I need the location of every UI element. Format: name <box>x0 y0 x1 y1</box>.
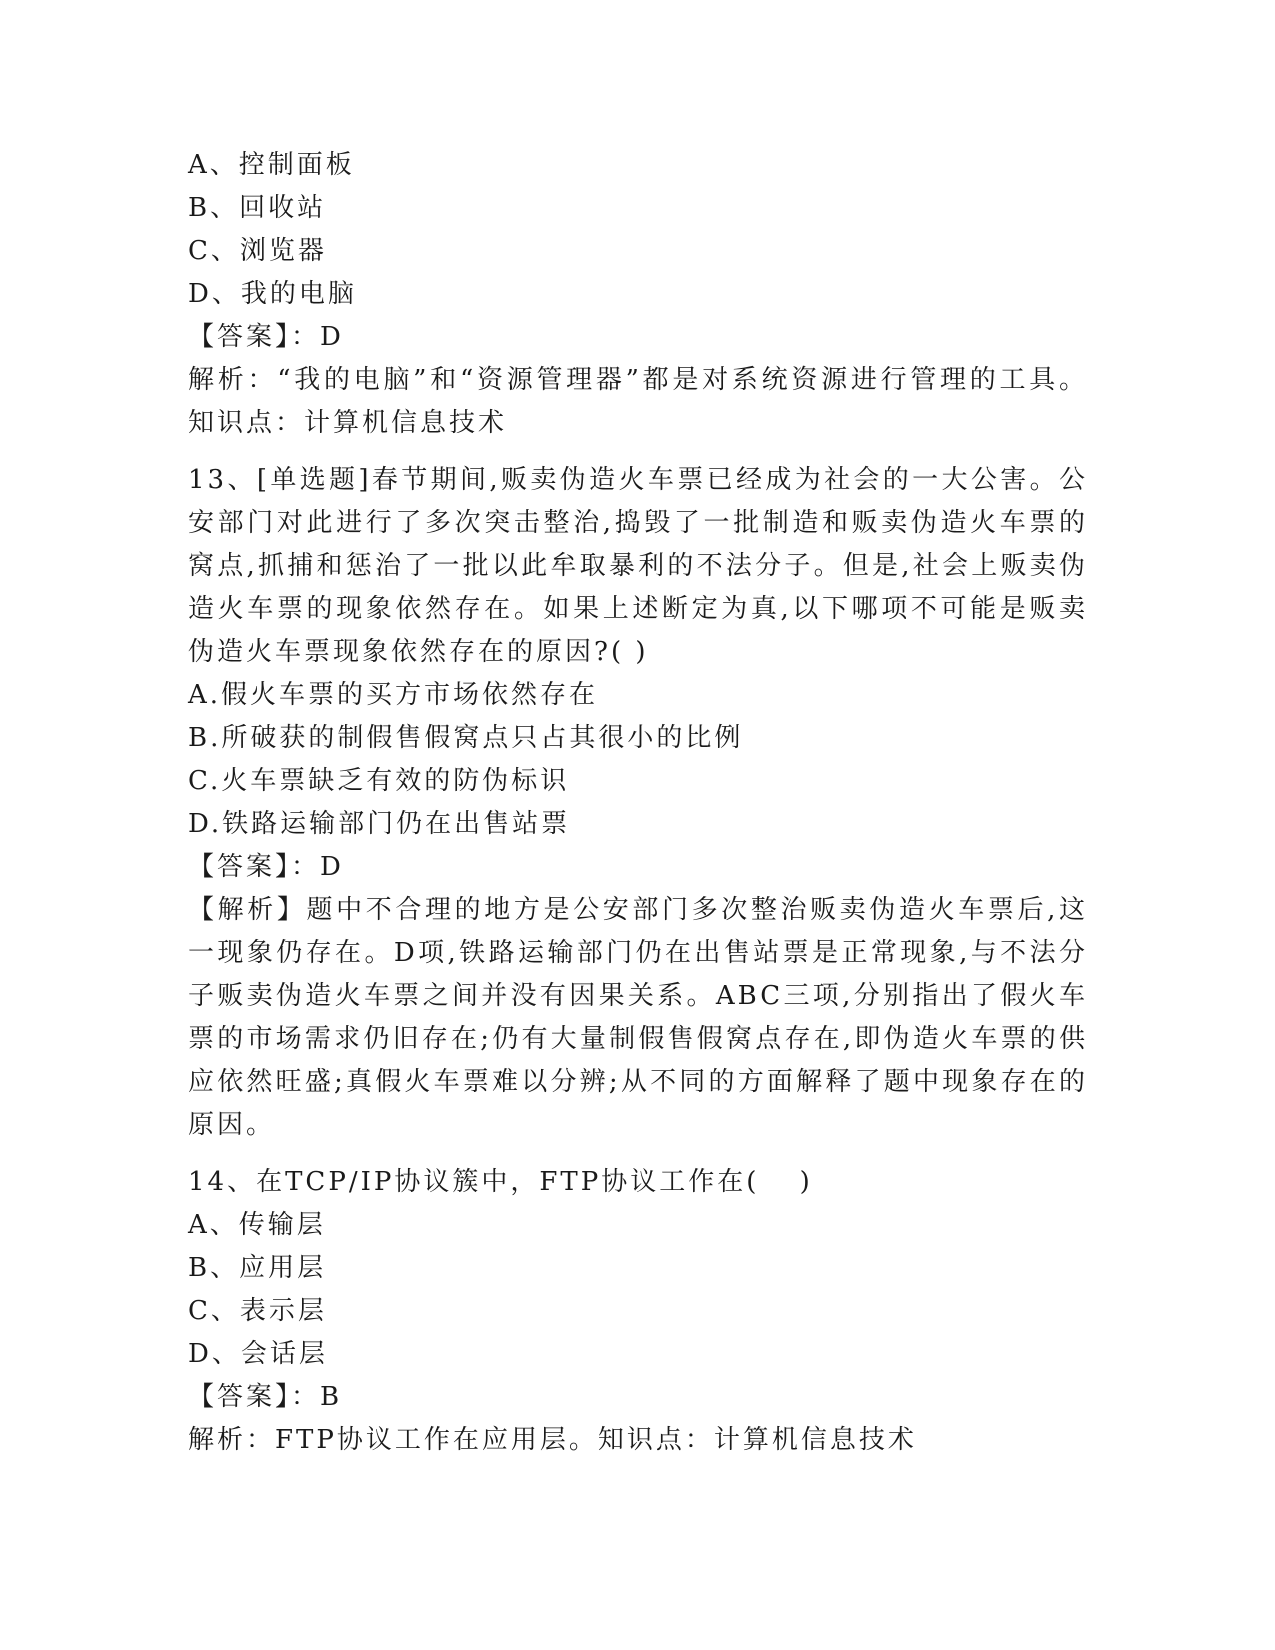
analysis: 【解析】题中不合理的地方是公安部门多次整治贩卖伪造火车票后,这一现象仍存在。D项,铁路运输部门仍在出售站票是正常现象,与不法分子贩卖伪造火车票之间并没有因果关系。ABC三项,分别指出了假火车票的市场需求仍旧存在;仍有大量制假售假窝点存在,即伪造火车票的供应依然旺盛;真假火车票难以分辨;从不同的方面解释了题中现象存在的原因。 <box>188 895 1088 1140</box>
option-b: B、回收站 <box>188 193 327 223</box>
question-12 <box>188 144 1088 445</box>
option-c: C、表示层 <box>188 1296 327 1326</box>
option-a: A、传输层 <box>188 1210 326 1240</box>
option-d: D、我的电脑 <box>188 279 357 309</box>
option-a: A.假火车票的买方市场依然存在 <box>188 680 599 710</box>
question-text: 13、[单选题]春节期间,贩卖伪造火车票已经成为社会的一大公害。公安部门对此进行了多次突击整治,捣毁了一批制造和贩卖伪造火车票的窝点,抓捕和惩治了一批以此牟取暴利的不法分子。但是,社会上贩卖伪造火车票的现象依然存在。如果上述断定为真,以下哪项不可能是贩卖伪造火车票现象依然存在的原因?( ) <box>188 465 1088 667</box>
question-14 <box>188 1161 1088 1462</box>
option-b: B、应用层 <box>188 1253 327 1283</box>
option-c: C.火车票缺乏有效的防伪标识 <box>188 766 570 796</box>
spacer <box>188 445 1088 459</box>
document-content <box>188 144 1088 1462</box>
option-d: D.铁路运输部门仍在出售站票 <box>188 809 571 839</box>
analysis: 解析：FTP协议工作在应用层。知识点：计算机信息技术 <box>188 1425 917 1455</box>
option-b: B.所破获的制假售假窝点只占其很小的比例 <box>188 723 744 753</box>
answer: 【答案】：D <box>188 322 344 352</box>
option-a: A、控制面板 <box>188 150 355 180</box>
analysis: 解析：“我的电脑”和“资源管理器”都是对系统资源进行管理的工具。知识点：计算机信息技术 <box>188 365 1088 438</box>
answer: 【答案】：B <box>188 1382 343 1412</box>
answer: 【答案】：D <box>188 852 344 882</box>
option-c: C、浏览器 <box>188 236 327 266</box>
option-d: D、会话层 <box>188 1339 328 1369</box>
spacer <box>188 1147 1088 1161</box>
question-text: 14、在TCP/IP协议簇中，FTP协议工作在( ) <box>188 1167 813 1197</box>
question-13 <box>188 459 1088 1147</box>
